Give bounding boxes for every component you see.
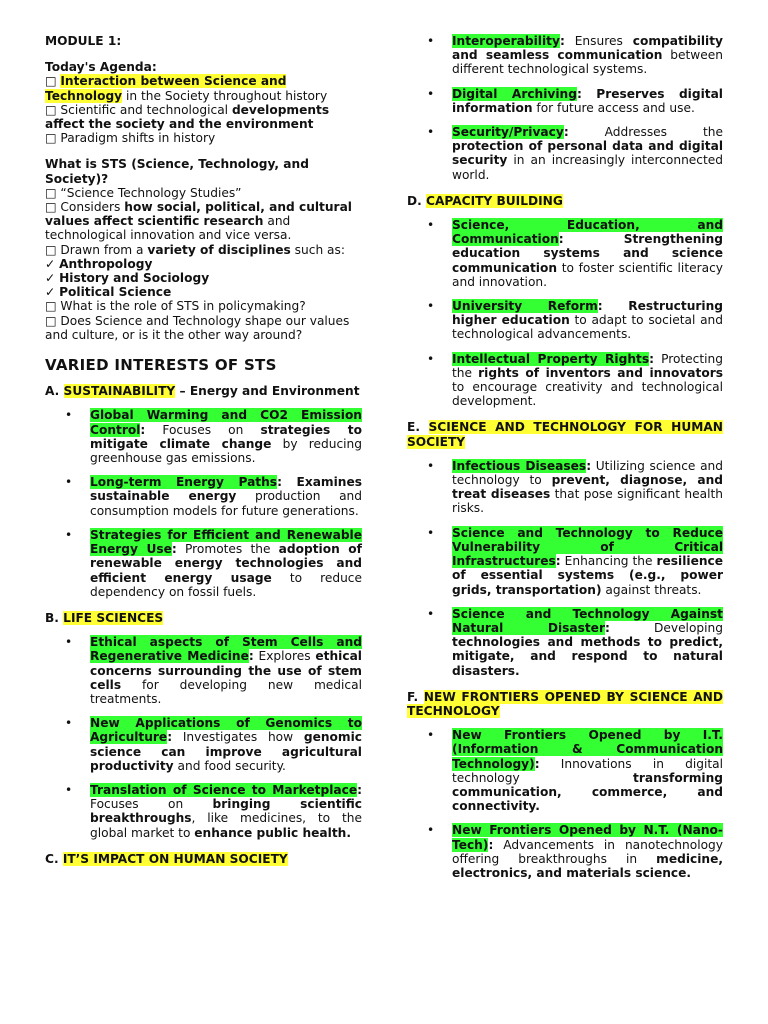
list-item: • Science and Technology to Reduce Vulnerability of Critical Infrastructures: Enhancing the resilience of essential systems (e.g., power grids, transportation) against threats. [407, 526, 723, 597]
list-item: • Ethical aspects of Stem Cells and Regenerative Medicine: Explores ethical concerns surrounding the use of stem cells for developing new medical treatments. [45, 635, 362, 706]
list-item: • Translation of Science to Marketplace: Focuses on bringing scientific breakthroughs, like medicines, to the global market to enhance public health. [45, 783, 362, 840]
sts-item-1: □ “Science Technology Studies” [45, 185, 242, 200]
checkbox-icon: □ [45, 102, 57, 117]
section-e-title: E. SCIENCE AND TECHNOLOGY FOR HUMAN SOCIETY [407, 420, 723, 449]
checkbox-icon: □ [45, 74, 57, 89]
section-a-list [45, 408, 362, 598]
sts-item-2: □ Considers how social, political, and cultural values affect scientific research and technological innovation and vice versa. [45, 200, 352, 243]
sts-item-3: □ Drawn from a variety of disciplines such as: [45, 242, 345, 257]
section-b-list [45, 635, 362, 840]
module-title: MODULE 1: [45, 34, 122, 48]
list-item: • New Applications of Genomics to Agriculture: Investigates how genomic science can improve agricultural productivity and food security. [45, 716, 362, 773]
section-c-list [407, 34, 723, 182]
list-item: • Global Warming and CO2 Emission Control: Focuses on strategies to mitigate climate change by reducing greenhouse gas emissions. [45, 408, 362, 465]
agenda-item-3: □ Paradigm shifts in history [45, 131, 216, 146]
section-e-list [407, 459, 723, 678]
checkbox-icon: □ [45, 313, 57, 328]
section-d-title: D. CAPACITY BUILDING [407, 193, 563, 208]
discipline-1: ✓ Anthropology [45, 256, 153, 271]
list-item: • Interoperability: Ensures compatibility and seamless communication between different technological systems. [407, 34, 723, 77]
section-c-title: C. IT’S IMPACT ON HUMAN SOCIETY [45, 851, 288, 866]
question-1: □ What is the role of STS in policymaking? [45, 299, 306, 314]
section-b-title: B. LIFE SCIENCES [45, 610, 164, 625]
list-item: • University Reform: Restructuring higher education to adapt to societal and technological advancements. [407, 299, 723, 342]
sts-question: What is STS (Science, Technology, and Society)? [45, 157, 309, 186]
check-icon: ✓ [45, 285, 56, 300]
section-a-title: A. SUSTAINABILITY – Energy and Environment [45, 384, 360, 399]
list-item: • Security/Privacy: Addresses the protection of personal data and digital security in an increasingly interconnected world. [407, 125, 723, 182]
checkbox-icon: □ [45, 242, 57, 257]
agenda-item-1: □ Interaction between Science and Technology in the Society throughout history [45, 74, 328, 103]
list-item: • Intellectual Property Rights: Protecting the rights of inventors and innovators to encourage creativity and technological development. [407, 352, 723, 409]
checkbox-icon: □ [45, 131, 57, 146]
left-column [45, 34, 362, 866]
check-icon: ✓ [45, 256, 56, 271]
list-item: • Strategies for Efficient and Renewable Energy Use: Promotes the adoption of renewable energy technologies and efficient energy usage to reduce dependency on fossil fuels. [45, 528, 362, 599]
list-item: • Digital Archiving: Preserves digital information for future access and use. [407, 87, 723, 115]
check-icon: ✓ [45, 271, 56, 286]
checkbox-icon: □ [45, 299, 57, 314]
discipline-2: ✓ History and Sociology [45, 271, 210, 286]
right-column [407, 34, 723, 880]
discipline-3: ✓ Political Science [45, 285, 172, 300]
list-item: • Science, Education, and Communication: Strengthening education systems and science communication to foster scientific literacy and innovation. [407, 218, 723, 289]
checkbox-icon: □ [45, 200, 57, 215]
question-2: □ Does Science and Technology shape our values and culture, or is it the other way around? [45, 313, 350, 342]
section-heading: VARIED INTERESTS OF STS [45, 356, 277, 375]
agenda-item-2: □ Scientific and technological developments affect the society and the environment [45, 102, 330, 132]
checkbox-icon: □ [45, 185, 57, 200]
list-item: • New Frontiers Opened by I.T. (Information & Communication Technology): Innovations in digital technology transforming communication, commerce, and connectivity. [407, 728, 723, 813]
section-f-title: F. NEW FRONTIERS OPENED BY SCIENCE AND TECHNOLOGY [407, 689, 723, 718]
section-d-list [407, 218, 723, 408]
list-item: • Science and Technology Against Natural Disaster: Developing technologies and methods to predict, mitigate, and respond to natural disasters. [407, 607, 723, 678]
list-item: • Long-term Energy Paths: Examines sustainable energy production and consumption models for future generations. [45, 475, 362, 518]
list-item: • New Frontiers Opened by N.T. (Nano-Tech): Advancements in nanotechnology offering breakthroughs in medicine, electronics, and materials science. [407, 823, 723, 880]
section-f-list [407, 728, 723, 880]
agenda-title: Today's Agenda: [45, 60, 157, 75]
list-item: • Infectious Diseases: Utilizing science and technology to prevent, diagnose, and treat diseases that pose significant health risks. [407, 459, 723, 516]
